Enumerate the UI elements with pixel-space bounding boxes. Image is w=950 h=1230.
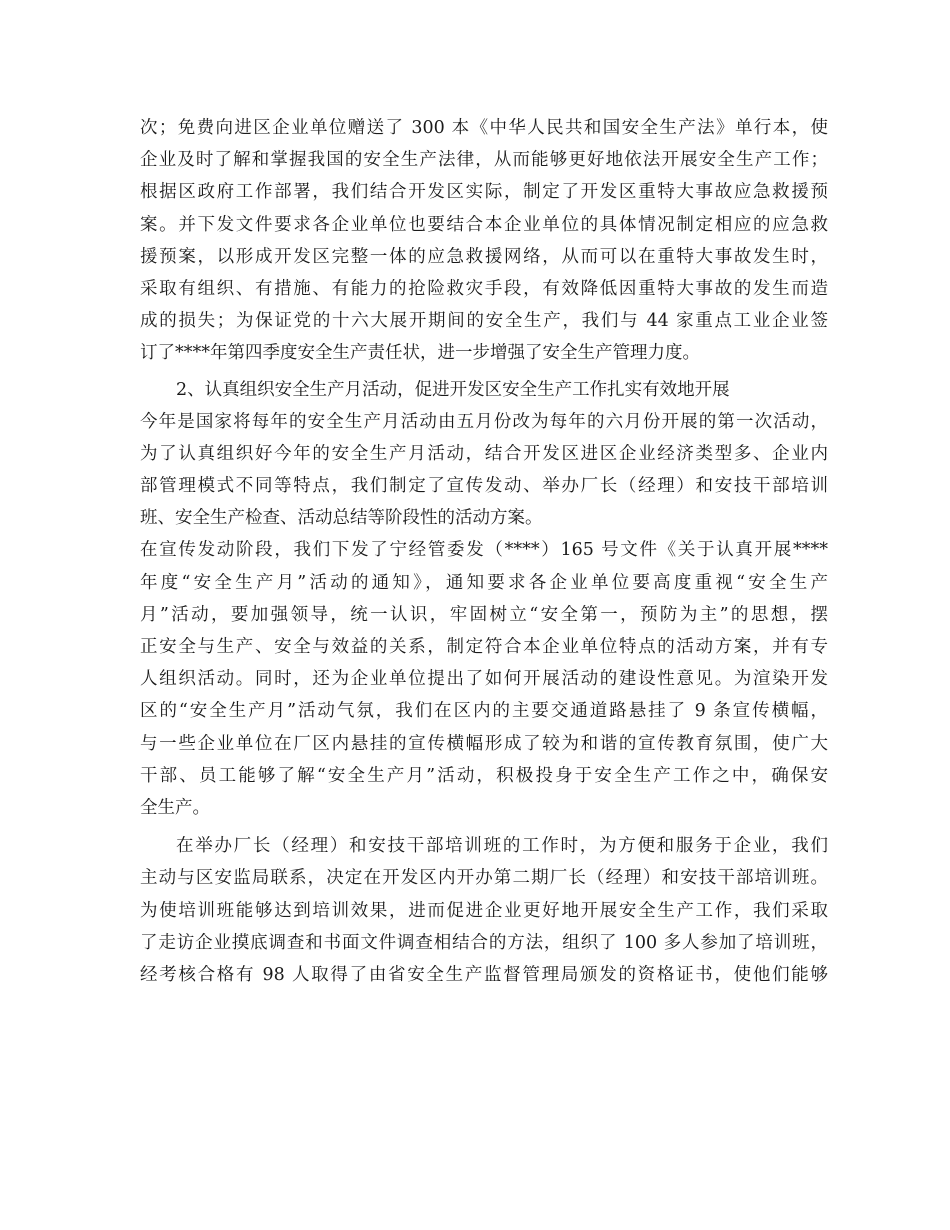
- text-line: 经考核合格有 98 人取得了由省安全生产监督管理局颁发的资格证书，使他们能够: [140, 964, 828, 985]
- text-line: 干部、员工能够了解“安全生产月”活动，积极投身于安全生产工作之中，确保安: [140, 765, 828, 786]
- text-line: 订了****年第四季度安全生产责任状，进一步增强了安全生产管理力度。: [140, 343, 700, 364]
- text-line: 在宣传发动阶段，我们下发了宁经管委发（****）165 号文件《关于认真开展****: [140, 540, 828, 561]
- paragraph-4: [140, 830, 828, 991]
- text-line: 案。并下发文件要求各企业单位也要结合本企业单位的具体情况制定相应的应急救: [140, 214, 828, 235]
- text-line: 班、安全生产检查、活动总结等阶段性的活动方案。: [140, 508, 543, 529]
- paragraph-1: [140, 112, 828, 370]
- text-line: 主动与区安监局联系，决定在开发区内开办第二期厂长（经理）和安技干部培训班。: [140, 868, 828, 889]
- text-line: 成的损失；为保证党的十六大展开期间的安全生产，我们与 44 家重点工业企业签: [140, 311, 828, 332]
- section-heading-text: 2、认真组织安全生产月活动，促进开发区安全生产工作扎实有效地开展: [176, 379, 730, 400]
- text-line: 全生产。: [140, 797, 210, 818]
- text-line: 年度“安全生产月”活动的通知》，通知要求各企业单位要高度重视“安全生产: [140, 572, 828, 593]
- paragraph-3: [140, 534, 828, 824]
- text-line: 采取有组织、有措施、有能力的抢险救灾手段，有效降低因重特大事故的发生而造: [140, 278, 828, 299]
- text-line: 月”活动，要加强领导，统一认识，牢固树立“安全第一，预防为主”的思想，摆: [140, 604, 828, 625]
- document-body: [140, 112, 828, 991]
- text-line: 人组织活动。同时，还为企业单位提出了如何开展活动的建设性意见。为渲染开发: [140, 669, 828, 690]
- text-line: 部管理模式不同等特点，我们制定了宣传发动、举办厂长（经理）和安技干部培训: [140, 476, 828, 497]
- text-line: 今年是国家将每年的安全生产月活动由五月份改为每年的六月份开展的第一次活动，: [140, 411, 828, 432]
- section-heading-2: [140, 374, 828, 406]
- text-line: 企业及时了解和掌握我国的安全生产法律，从而能够更好地依法开展安全生产工作；: [140, 150, 828, 171]
- text-line: 为了认真组织好今年的安全生产月活动，结合开发区进区企业经济类型多、企业内: [140, 443, 828, 464]
- text-line: 正安全与生产、安全与效益的关系，制定符合本企业单位特点的活动方案，并有专: [140, 637, 828, 657]
- text-line: 在举办厂长（经理）和安技干部培训班的工作时，为方便和服务于企业，我们: [176, 836, 828, 857]
- text-line: 与一些企业单位在厂区内悬挂的宣传横幅形成了较为和谐的宣传教育氛围，使广大: [140, 733, 828, 754]
- text-line: 区的“安全生产月”活动气氛，我们在区内的主要交通道路悬挂了 9 条宣传横幅，: [140, 701, 828, 722]
- text-line: 次；免费向进区企业单位赠送了 300 本《中华人民共和国安全生产法》单行本，使: [140, 118, 828, 138]
- paragraph-2: [140, 406, 828, 535]
- text-line: 为使培训班能够达到培训效果，进而促进企业更好地开展安全生产工作，我们采取: [140, 900, 828, 921]
- text-line: 了走访企业摸底调查和书面文件调查相结合的方法，组织了 100 多人参加了培训班，: [140, 932, 828, 953]
- text-line: 根据区政府工作部署，我们结合开发区实际，制定了开发区重特大事故应急救援预: [140, 182, 828, 203]
- text-line: 援预案，以形成开发区完整一体的应急救援网络，从而可以在重特大事故发生时，: [140, 246, 828, 267]
